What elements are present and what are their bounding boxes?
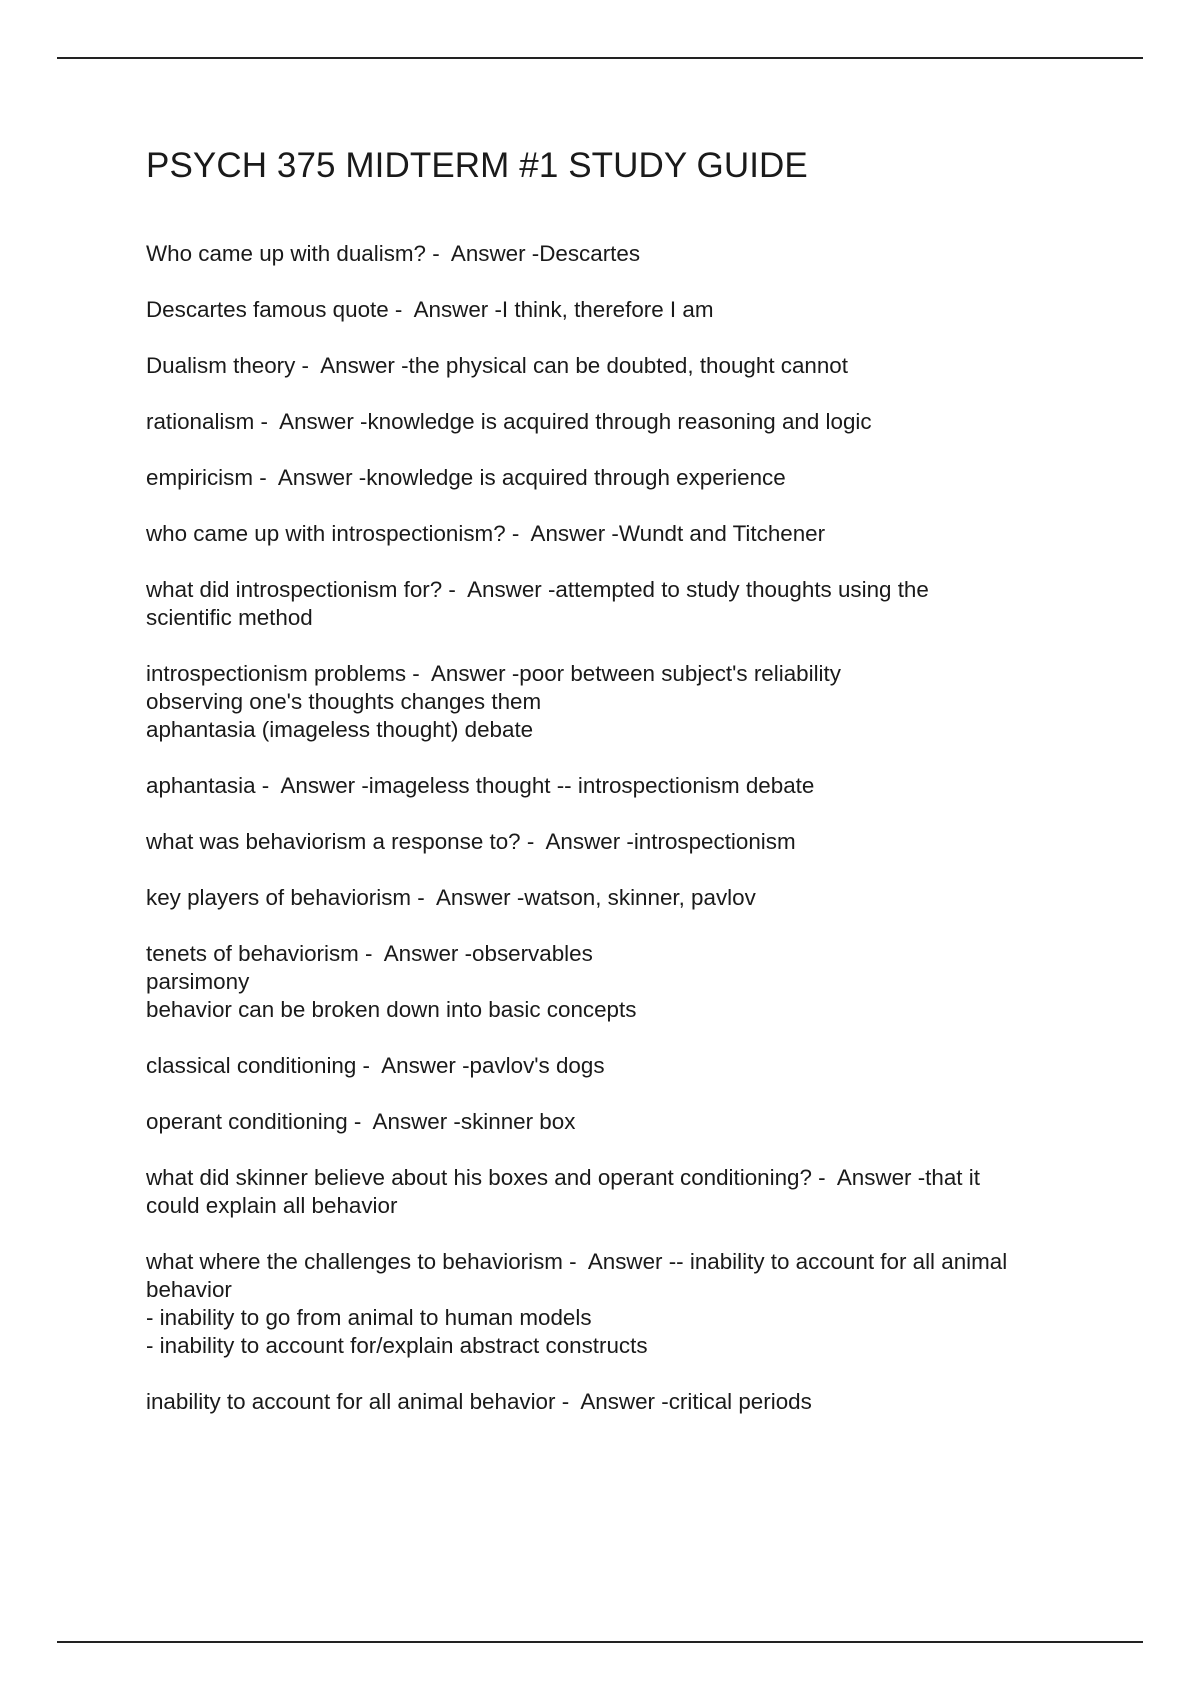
qa-line: rationalism - Answer -knowledge is acquired through reasoning and logic [146, 409, 872, 434]
qa-entry [146, 352, 1106, 380]
qa-entry [146, 576, 1106, 632]
qa-entry [146, 240, 1106, 268]
qa-list [146, 240, 1106, 1416]
qa-line: what was behaviorism a response to? - Answer -introspectionism [146, 829, 796, 854]
qa-line: who came up with introspectionism? - Answer -Wundt and Titchener [146, 521, 826, 546]
qa-entry [146, 1248, 1106, 1360]
qa-line: introspectionism problems - Answer -poor between subject's reliability [146, 661, 841, 686]
qa-line: aphantasia (imageless thought) debate [146, 717, 534, 742]
qa-line: key players of behaviorism - Answer -watson, skinner, pavlov [146, 885, 756, 910]
qa-entry [146, 828, 1106, 856]
qa-entry [146, 1388, 1106, 1416]
bottom-divider [57, 1641, 1143, 1643]
qa-entry [146, 940, 1106, 1024]
qa-line: scientific method [146, 605, 313, 630]
qa-entry [146, 772, 1106, 800]
qa-line: what did introspectionism for? - Answer -attempted to study thoughts using the [146, 577, 929, 602]
qa-line: operant conditioning - Answer -skinner box [146, 1109, 576, 1134]
qa-line: classical conditioning - Answer -pavlov's dogs [146, 1053, 605, 1078]
qa-line: parsimony [146, 969, 250, 994]
qa-entry [146, 884, 1106, 912]
page-title: PSYCH 375 MIDTERM #1 STUDY GUIDE [146, 146, 808, 185]
qa-entry [146, 520, 1106, 548]
qa-line: Who came up with dualism? - Answer -Descartes [146, 241, 641, 266]
qa-entry [146, 464, 1106, 492]
qa-line: empiricism - Answer -knowledge is acquired through experience [146, 465, 786, 490]
qa-entry [146, 1164, 1106, 1220]
qa-line: observing one's thoughts changes them [146, 689, 542, 714]
qa-entry [146, 1052, 1106, 1080]
qa-line: tenets of behaviorism - Answer -observables [146, 941, 593, 966]
qa-line: what where the challenges to behaviorism - Answer -- inability to account for all animal [146, 1249, 1008, 1274]
qa-entry [146, 1108, 1106, 1136]
qa-line: could explain all behavior [146, 1193, 398, 1218]
qa-entry [146, 296, 1106, 324]
qa-line: - inability to go from animal to human models [146, 1305, 592, 1330]
qa-entry [146, 660, 1106, 744]
qa-line: behavior can be broken down into basic concepts [146, 997, 637, 1022]
qa-line: Descartes famous quote - Answer -I think, therefore I am [146, 297, 714, 322]
qa-entry [146, 408, 1106, 436]
qa-line: behavior [146, 1277, 232, 1302]
qa-line: aphantasia - Answer -imageless thought -- introspectionism debate [146, 773, 815, 798]
qa-line: Dualism theory - Answer -the physical can be doubted, thought cannot [146, 353, 848, 378]
qa-line: what did skinner believe about his boxes and operant conditioning? - Answer -that it [146, 1165, 980, 1190]
top-divider [57, 57, 1143, 59]
qa-line: - inability to account for/explain abstract constructs [146, 1333, 648, 1358]
document-body [146, 140, 1106, 1444]
qa-line: inability to account for all animal behavior - Answer -critical periods [146, 1389, 812, 1414]
